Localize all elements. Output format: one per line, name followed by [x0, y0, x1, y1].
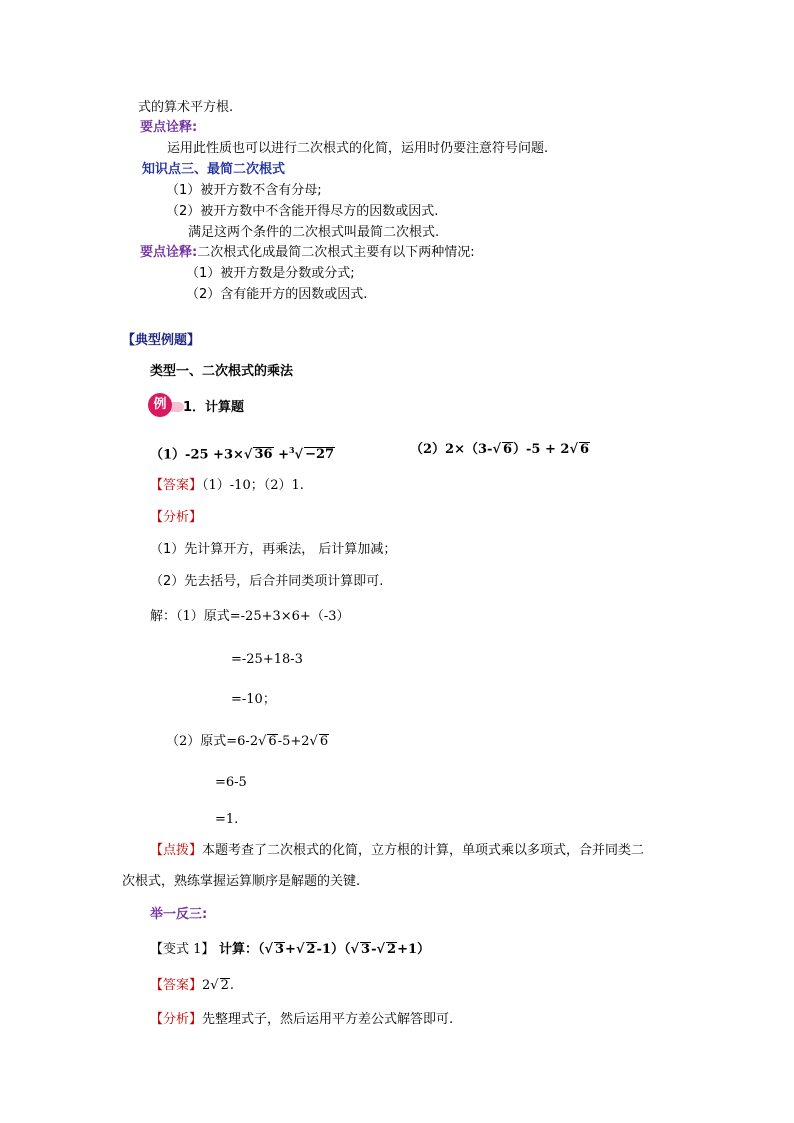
text-span: 二次根式化成最简二次根式主要有以下两种情况:: [197, 245, 475, 260]
question-title: 1．计算题: [183, 400, 245, 415]
text-line: [140, 245, 475, 261]
radicand: 2: [220, 978, 229, 993]
solution-line: 解：（1）原式=-25+3×6+（-3）: [150, 609, 350, 624]
answer-text: （1）-10；（2）1.: [202, 478, 304, 493]
analysis-label: 【分析】: [150, 510, 203, 525]
text-line: （1）先计算开方，再乘法， 后计算加减；: [150, 542, 397, 557]
tip-line: [150, 843, 644, 859]
key-point-label: 要点诠释:: [140, 120, 198, 135]
tip-label: 【点拨】: [150, 843, 203, 858]
radicand: 2: [306, 942, 316, 957]
radical-sign: √: [258, 734, 267, 749]
text-span: .: [229, 978, 235, 993]
text-line: 运用此性质也可以进行二次根式的化简，运用时仍要注意符号问题.: [167, 141, 549, 156]
text-span: -5+2: [277, 734, 310, 749]
text-span: 计算：（: [218, 942, 265, 957]
answer-label: 【答案】: [150, 478, 203, 493]
text-span: -: [371, 942, 377, 957]
variant-label: 【变式 1】: [150, 942, 215, 957]
text-line: 式的算术平方根.: [138, 100, 234, 115]
text-line: （1）被开方数不含有分母;: [166, 183, 322, 198]
radical-sign: √: [569, 442, 579, 457]
radical-sign: √: [350, 942, 360, 957]
variant-line: [150, 942, 430, 958]
radicand: 3: [275, 942, 285, 957]
radicand: 6: [502, 442, 513, 457]
radical-sign: √: [210, 978, 219, 993]
solution-line: [166, 734, 329, 750]
radical-sign: √: [295, 942, 305, 957]
radical-sign: √: [376, 942, 386, 957]
text-span: +: [285, 942, 296, 957]
text-span: （2）原式=6-2: [166, 734, 259, 749]
radicand: 36: [254, 447, 273, 463]
radical-sign: √: [243, 447, 253, 463]
radicand: −27: [305, 447, 335, 463]
radicand: 3: [361, 942, 371, 957]
analysis-line: [150, 1012, 453, 1028]
solution-line: =6-5: [215, 775, 247, 790]
radicand: 6: [268, 734, 277, 749]
answer-label: 【答案】: [150, 978, 203, 993]
text-span: 本题考查了二次根式的化简，立方根的计算，单项式乘以多项式，合并同类二: [202, 843, 645, 858]
type-heading: 类型一、二次根式的乘法: [150, 364, 294, 379]
radical-sign: √: [294, 447, 304, 463]
text-line: （2）先去括号，后合并同类项计算即可.: [150, 574, 384, 589]
question-1b: [410, 442, 590, 458]
question-1a: [150, 442, 335, 463]
radical-sign: √: [492, 442, 501, 457]
text-span: ）-5 + 2: [513, 442, 570, 457]
solution-line: =1.: [215, 812, 239, 827]
text-line: 次根式，熟练掌握运算顺序是解题的关键.: [122, 874, 361, 889]
text-line: 满足这两个条件的二次根式叫最简二次根式.: [188, 225, 440, 240]
text-span: +: [278, 447, 289, 463]
root-index: 3: [288, 445, 295, 455]
solution-line: =-25+18-3: [231, 652, 303, 667]
examples-heading: 【典型例题】: [122, 333, 201, 348]
text-span: -1）（: [316, 942, 351, 957]
solution-line: =-10；: [231, 692, 276, 707]
text-span: （1）-25 +3×: [150, 447, 244, 463]
text-span: +1）: [397, 942, 431, 957]
analysis-label: 【分析】: [150, 1012, 203, 1027]
text-span: 先整理式子，然后运用平方差公式解答即可.: [202, 1012, 454, 1027]
key-point-label: 要点诠释:: [140, 245, 198, 260]
radicand: 6: [580, 442, 590, 457]
answer-line: [150, 478, 304, 494]
text-span: （2）2×（3-: [410, 442, 493, 457]
text-line: （2）含有能开方的因数或因式.: [186, 287, 368, 302]
practice-label: 举一反三:: [150, 907, 208, 922]
text-span: 2: [202, 978, 211, 993]
example-badge: 例: [148, 393, 172, 417]
radical-sign: √: [309, 734, 318, 749]
text-line: （1）被开方数是分数或分式;: [186, 266, 355, 281]
answer-line: [150, 978, 234, 994]
text-line: （2）被开方数中不含能开得尽方的因数或因式.: [166, 204, 439, 219]
radicand: 6: [319, 734, 329, 749]
section-title: 知识点三、最简二次根式: [142, 162, 286, 177]
radical-sign: √: [264, 942, 273, 957]
radicand: 2: [387, 942, 397, 957]
